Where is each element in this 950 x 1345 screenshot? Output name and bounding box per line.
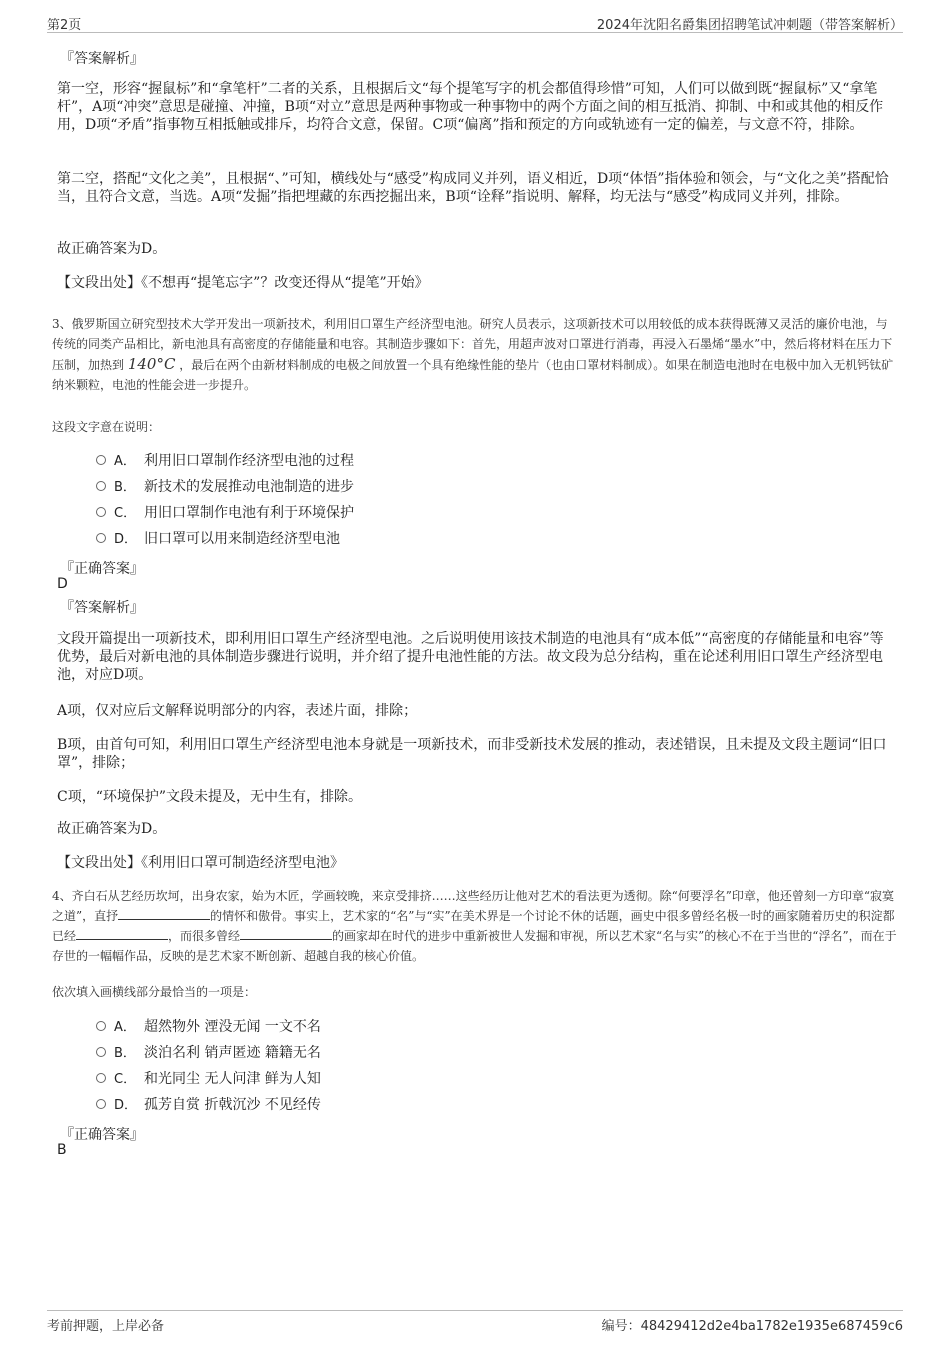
q4-option-d[interactable]: D． 孤芳自赏 折戟沉沙 不见经传 bbox=[96, 1096, 321, 1115]
question-3-text: 3、俄罗斯国立研究型技术大学开发出一项新技术，利用旧口罩生产经济型电池。研究人员表示，这项新技术可以用较低的成本获得既薄又灵活的廉价电池，与传统的同类产品相比，新电池具有高密度的存储能量和电容。其制造步骤如下：首先，用超声波对口罩进行消毒，再浸入石墨烯“墨水”中，然后将材料在压力下压制，加热到 140°C ，最后在两个由新材料制成的电极之间放置一个具有绝缘性能的垫片（也由口罩材料制成）。如果在制造电池时在电极中加入无机钙钛矿纳米颗粒，电池的性能会进一步提升。 bbox=[52, 317, 894, 392]
radio-icon[interactable] bbox=[96, 533, 106, 543]
analysis-label: 『答案解析』 bbox=[60, 51, 144, 67]
source-citation: 【文段出处】《利用旧口罩可制造经济型电池》 bbox=[57, 855, 344, 871]
radio-icon[interactable] bbox=[96, 1073, 106, 1083]
answer-blank-1 bbox=[118, 907, 210, 920]
footer-slogan: 考前押题，上岸必备 bbox=[47, 1319, 165, 1334]
page-footer bbox=[47, 1310, 903, 1334]
radio-icon[interactable] bbox=[96, 1021, 106, 1031]
q3-option-b[interactable]: B． 新技术的发展推动电池制造的进步 bbox=[96, 478, 354, 497]
question-4-text: 4、齐白石从艺经历坎坷，出身农家，始为木匠，学画较晚，来京受排挤……这些经历让他对艺术的看法更为透彻。除“何要浮名”印章，他还曾刻一方印章“寂寞之道”，直抒 的情怀和傲骨。事实上，艺术家的“名”与“实”在美术界是一个讨论不休的话题，画史中很多曾经名极一时的画家随着历史的积淀都已经 ，而很多曾经 的画家却在时代的进步中重新被世人发掘和审视，所以艺术家“名与实”的核心不在于当世的“浮名”，而在于存世的一幅幅作品，反映的是艺术家不断创新、超越自我的核心价值。 bbox=[52, 889, 897, 963]
correct-answer-label: 『正确答案』 bbox=[60, 561, 144, 577]
analysis-label: 『答案解析』 bbox=[60, 600, 144, 616]
q3-analysis-1: 文段开篇提出一项新技术，即利用旧口罩生产经济型电池。之后说明使用该技术制造的电池具有“成本低”“高密度的存储能量和电容”等优势，最后对新电池的具体制造步骤进行说明，并介绍了提升电池性能的方法。故文段为总分结构，重在论述利用旧口罩生产经济型电池，对应D项。 bbox=[57, 631, 884, 683]
radio-icon[interactable] bbox=[96, 455, 106, 465]
question-4-prompt: 依次填入画横线部分最恰当的一项是： bbox=[52, 985, 257, 999]
q3-option-a[interactable]: A． 利用旧口罩制作经济型电池的过程 bbox=[96, 452, 354, 471]
q3-option-d[interactable]: D． 旧口罩可以用来制造经济型电池 bbox=[96, 530, 340, 549]
q3-analysis-2: A项，仅对应后文解释说明部分的内容，表述片面，排除； bbox=[57, 703, 418, 719]
analysis-conclusion: 故正确答案为D。 bbox=[57, 241, 167, 257]
q3-analysis-conclusion: 故正确答案为D。 bbox=[57, 821, 167, 837]
document-code: 编号：48429412d2e4ba1782e1935e687459c6 bbox=[601, 1319, 903, 1334]
q3-analysis-3: B项，由首句可知，利用旧口罩生产经济型电池本身就是一项新技术，而非受新技术发展的推动，表述错误，且未提及文段主题词“旧口罩”，排除； bbox=[57, 737, 887, 771]
question-3-prompt: 这段文字意在说明： bbox=[52, 420, 161, 434]
answer-blank-2 bbox=[76, 927, 168, 940]
q4-option-c[interactable]: C． 和光同尘 无人问津 鲜为人知 bbox=[96, 1070, 321, 1089]
analysis-paragraph-1: 第一空，形容“握鼠标”和“拿笔杆”二者的关系，且根据后文“每个提笔写字的机会都值得珍惜”可知，人们可以做到既“握鼠标”又“拿笔杆”，A项“冲突”意思是碰撞、冲撞，B项“对立”意思是两种事物或一种事物中的两个方面之间的相互抵消、抑制、中和或其他的相反作用，D项“矛盾”指事物互相抵触或排斥，均符合文意，保留。C项“偏离”指和预定的方向或轨迹有一定的偏差，与文意不符，排除。 bbox=[57, 81, 884, 133]
q3-option-c[interactable]: C． 用旧口罩制作电池有利于环境保护 bbox=[96, 504, 354, 523]
q4-option-b[interactable]: B． 淡泊名利 销声匿迹 籍籍无名 bbox=[96, 1044, 321, 1063]
answer-blank-3 bbox=[240, 927, 332, 940]
page-number: 第2页 bbox=[47, 18, 82, 33]
radio-icon[interactable] bbox=[96, 507, 106, 517]
correct-answer: B bbox=[57, 1142, 67, 1158]
analysis-paragraph-2: 第二空，搭配“文化之美”，且根据“、”可知，横线处与“感受”构成同义并列，语义相近，D项“体悟”指体验和领会，与“文化之美”搭配恰当，且符合文意，当选。A项“发掘”指把埋藏的东西挖掘出来，B项“诠释”指说明、解释，均无法与“感受”构成同义并列，排除。 bbox=[57, 171, 889, 205]
correct-answer: D bbox=[57, 576, 68, 592]
radio-icon[interactable] bbox=[96, 1099, 106, 1109]
radio-icon[interactable] bbox=[96, 1047, 106, 1057]
radio-icon[interactable] bbox=[96, 481, 106, 491]
page-header bbox=[47, 14, 903, 33]
q3-analysis-4: C项，“环境保护”文段未提及，无中生有，排除。 bbox=[57, 789, 363, 805]
q4-option-a[interactable]: A． 超然物外 湮没无闻 一文不名 bbox=[96, 1018, 321, 1037]
correct-answer-label: 『正确答案』 bbox=[60, 1127, 144, 1143]
source-citation: 【文段出处】《不想再“提笔忘字”？改变还得从“提笔”开始》 bbox=[57, 275, 429, 291]
document-title: 2024年沈阳名爵集团招聘笔试冲刺题（带答案解析） bbox=[596, 18, 903, 33]
temperature-formula: 140°C bbox=[127, 355, 176, 373]
